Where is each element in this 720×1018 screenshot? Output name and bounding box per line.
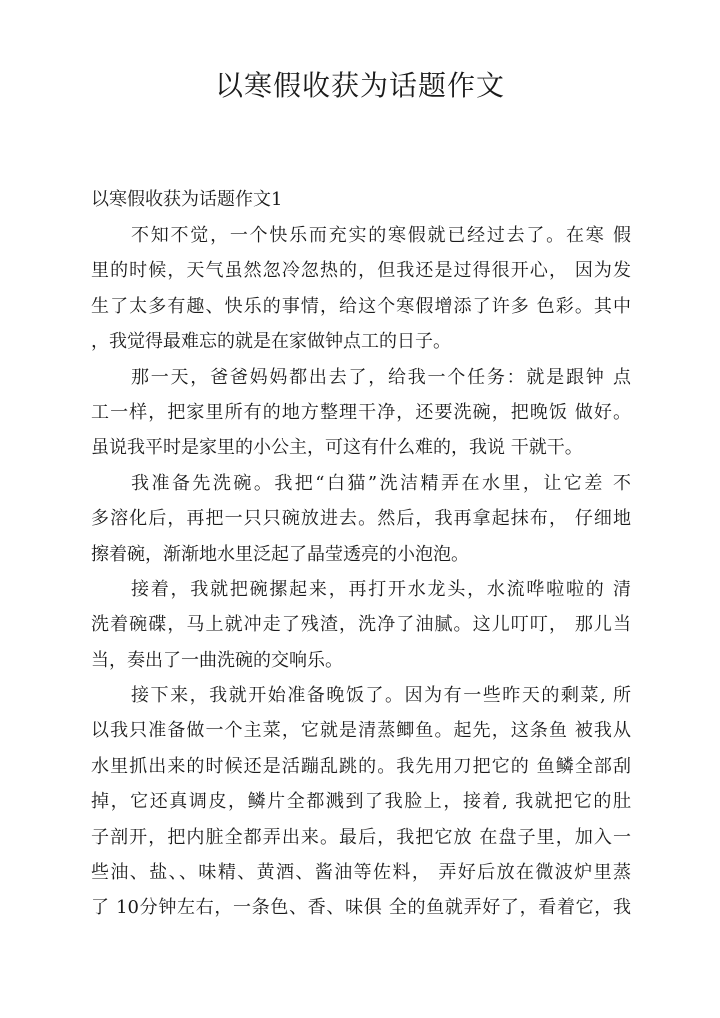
text-line: 里的时候，天气虽然忽冷忽热的，但我还是过得很开心， 因为发 (91, 260, 631, 282)
text-line: 接着，我就把碗摞起来，再打开水龙头，水流哗啦啦的 清 (131, 578, 631, 600)
text-line: 当，奏出了一曲洗碗的交响乐。 (91, 649, 343, 671)
text-line: 些油、盐、、味精、黄酒、酱油等佐料， 弄好后放在微波炉里蒸 (91, 862, 631, 884)
text-line: 生了太多有趣、快乐的事情，给这个寒假增添了许多 色彩。其中 (91, 295, 631, 317)
text-line: ，我觉得最难忘的就是在家做钟点工的日子。 (91, 331, 451, 353)
text-line: 子剖开，把内脏全都弄出来。最后，我把它放 在盘子里，加入一 (91, 826, 631, 848)
text-line: 那一天，爸爸妈妈都出去了，给我一个任务：就是跟钟 点 (131, 366, 631, 388)
text-line: 掉，它还真调皮，鳞片全都溅到了我脸上，接着, 我就把它的肚 (91, 791, 631, 813)
text-line: 了 10分钟左右，一条色、香、味俱 全的鱼就弄好了，看着它，我 (91, 897, 631, 919)
text-line: 不知不觉，一个快乐而充实的寒假就已经过去了。在寒 假 (131, 225, 631, 246)
text-line: 我准备先洗碗。我把“白猫”洗洁精弄在水里，让它差 不 (131, 472, 631, 494)
section-heading: 以寒假收获为话题作文1 (91, 189, 283, 210)
text-line: 洗着碗碟，马上就冲走了残渣，洗净了油腻。这儿叮叮， 那儿当 (91, 614, 631, 636)
text-line: 接下来，我就开始准备晚饭了。因为有一些昨天的剩菜, 所 (131, 685, 631, 707)
text-line: 工一样，把家里所有的地方整理干净，还要洗碗，把晚饭 做好。 (91, 401, 631, 423)
document-title: 以寒假收获为话题作文 (214, 69, 505, 102)
text-line: 多溶化后，再把一只只碗放进去。然后，我再拿起抹布， 仔细地 (91, 508, 631, 530)
text-line: 擦着碗，渐渐地水里泛起了晶莹透亮的小泡泡。 (91, 543, 469, 565)
text-line: 虽说我平时是家里的小公主，可这有什么难的，我说 干就干。 (91, 437, 583, 459)
text-line: 水里抓出来的时候还是活蹦乱跳的。我先用刀把它的 鱼鳞全部刮 (91, 755, 631, 777)
essay-body (91, 218, 631, 926)
text-line: 以我只准备做一个主菜，它就是清蒸鲫鱼。起先，这条鱼 被我从 (91, 720, 631, 742)
